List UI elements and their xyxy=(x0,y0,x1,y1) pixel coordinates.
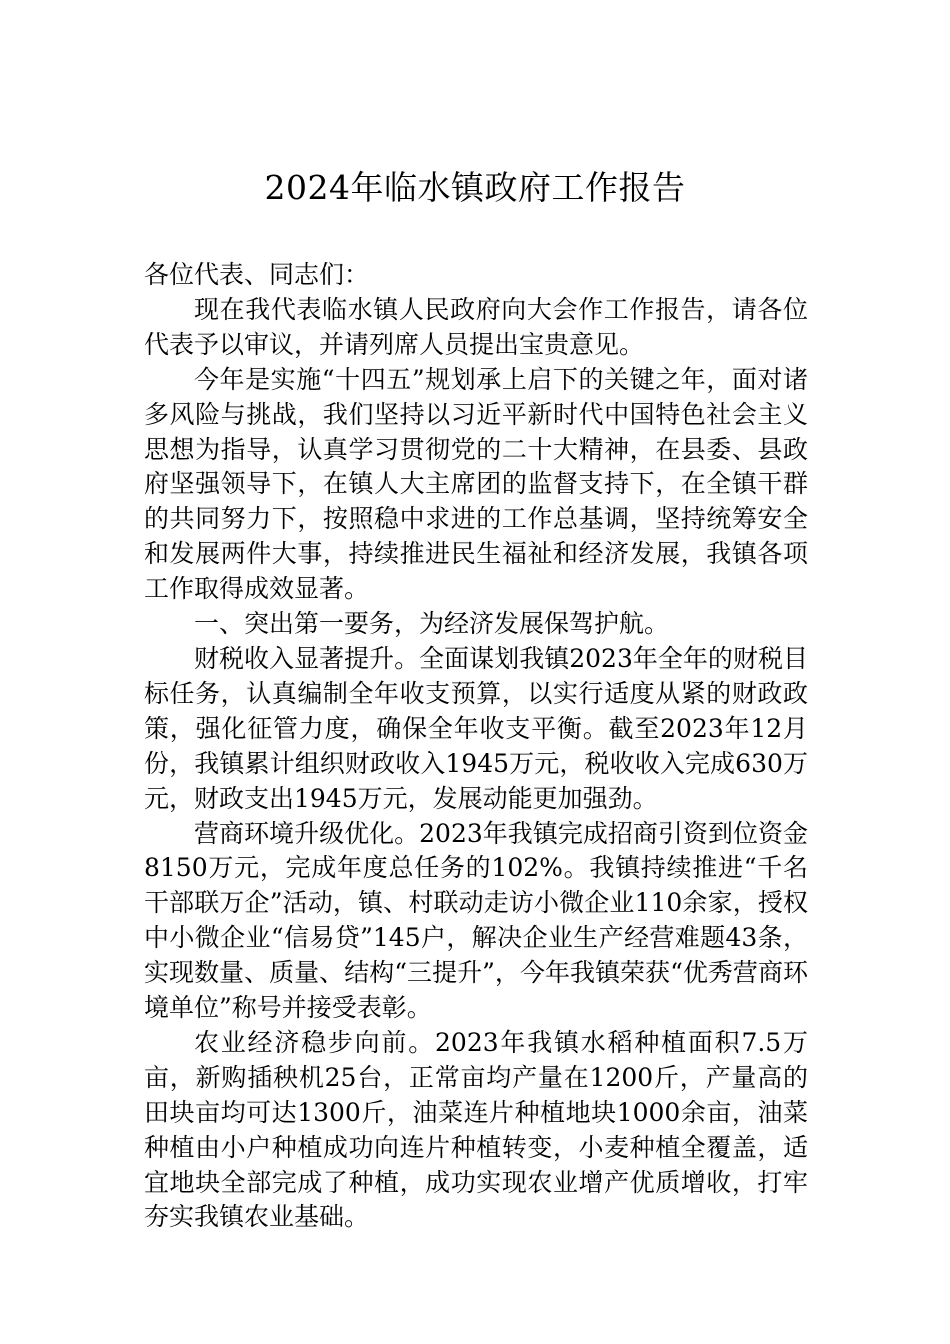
document-title: 2024年临水镇政府工作报告 xyxy=(264,168,686,207)
document-body xyxy=(144,258,808,1235)
paragraph-opening: 现在我代表临水镇人民政府向大会作工作报告，请各位代表予以审议，并请列席人员提出宝贵意见。 xyxy=(144,294,808,359)
paragraph-business-environment: 营商环境升级优化。2023年我镇完成招商引资到位资金8150万元，完成年度总任务的102%。我镇持续推进“千名干部联万企”活动，镇、村联动走访小微企业110余家，授权中小微企业“信易贷”145户，解决企业生产经营难题43条，实现数量、质量、结构“三提升”，今年我镇荣获“优秀营商环境单位”称号并接受表彰。 xyxy=(144,818,808,1023)
section-heading-1: 一、突出第一要务，为经济发展保驾护航。 xyxy=(194,609,670,639)
paragraph-overview: 今年是实施“十四五”规划承上启下的关键之年，面对诸多风险与挑战，我们坚持以习近平新时代中国特色社会主义思想为指导，认真学习贯彻党的二十大精神，在县委、县政府坚强领导下，在镇人大主席团的监督支持下，在全镇干群的共同努力下，按照稳中求进的工作总基调，坚持统筹安全和发展两件大事，持续推进民生福祉和经济发展，我镇各项工作取得成效显著。 xyxy=(144,364,808,604)
salutation: 各位代表、同志们： xyxy=(144,260,370,289)
paragraph-agriculture: 农业经济稳步向前。2023年我镇水稻种植面积7.5万亩，新购插秧机25台，正常亩均产量在1200斤，产量高的田块亩均可达1300斤，油菜连片种植地块1000余亩，油菜种植由小户种植成功向连片种植转变，小麦种植全覆盖，适宜地块全部完成了种植，成功实现农业增产优质增收，打牢夯实我镇农业基础。 xyxy=(144,1027,808,1232)
paragraph-fiscal: 财税收入显著提升。全面谋划我镇2023年全年的财税目标任务，认真编制全年收支预算，以实行适度从紧的财政政策，强化征管力度，确保全年收支平衡。截至2023年12月份，我镇累计组织财政收入1945万元，税收收入完成630万元，财政支出1945万元，发展动能更加强劲。 xyxy=(144,643,808,813)
